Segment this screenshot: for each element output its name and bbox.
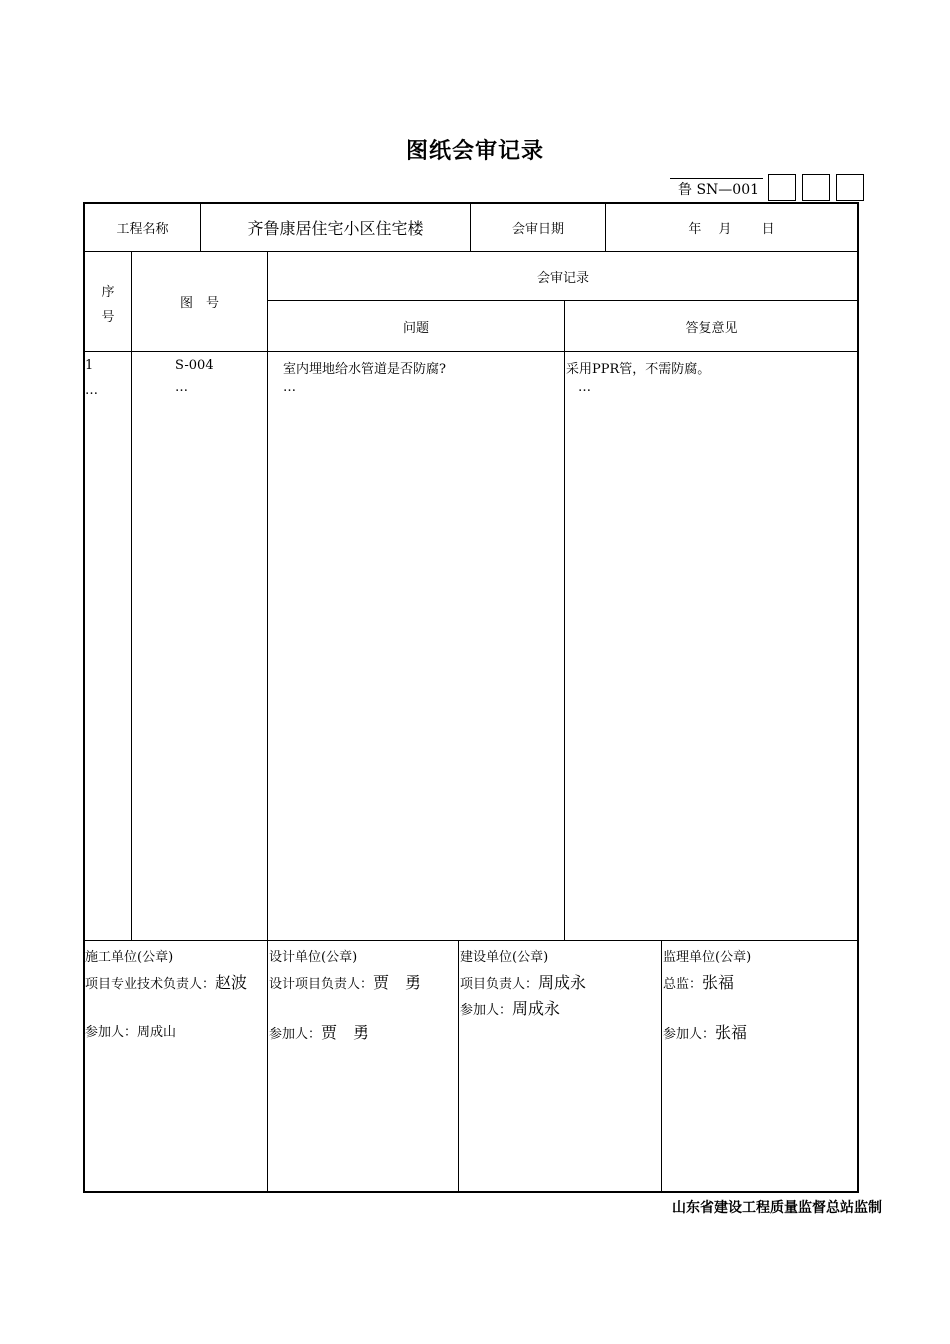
row-1-reply[interactable]: 采用PPR管，不需防腐。 bbox=[566, 362, 711, 377]
row-divider bbox=[83, 940, 859, 941]
supervision-leader: 总监：张福 bbox=[663, 973, 735, 992]
row-2-seq[interactable]: … bbox=[85, 383, 98, 398]
construction-unit-label: 施工单位(公章) bbox=[85, 950, 174, 965]
row-1-drawing[interactable]: S-004 bbox=[175, 358, 214, 373]
project-name-label: 工程名称 bbox=[116, 222, 169, 237]
question-header: 问题 bbox=[402, 320, 429, 336]
reply-header: 答复意见 bbox=[685, 320, 738, 336]
row-1-seq[interactable]: 1 bbox=[85, 358, 94, 373]
col-divider bbox=[458, 940, 459, 1192]
col-divider bbox=[267, 940, 268, 1192]
row-2-drawing[interactable]: … bbox=[175, 380, 188, 395]
owner-unit-label: 建设单位(公章) bbox=[460, 950, 549, 965]
supervision-participant: 参加人：张福 bbox=[663, 1023, 748, 1042]
col-divider bbox=[564, 300, 565, 940]
form-code: 鲁 SN—001 bbox=[670, 178, 763, 199]
code-box-2[interactable] bbox=[802, 174, 830, 201]
owner-participant: 参加人：周成永 bbox=[460, 999, 561, 1018]
col-divider bbox=[267, 251, 268, 940]
construction-participant: 参加人：周成山 bbox=[85, 1025, 177, 1040]
construction-leader: 项目专业技术负责人：赵波 bbox=[85, 973, 248, 992]
row-2-reply[interactable]: … bbox=[578, 380, 591, 395]
document-title: 图纸会审记录 bbox=[405, 139, 544, 164]
project-name-field[interactable]: 齐鲁康居住宅小区住宅楼 bbox=[247, 219, 424, 238]
design-leader: 设计项目负责人：贾 勇 bbox=[269, 973, 422, 992]
issuer-footer: 山东省建设工程质量监督总站监制 bbox=[672, 1200, 882, 1216]
col-divider bbox=[131, 251, 132, 940]
code-box-3[interactable] bbox=[836, 174, 864, 201]
code-box-1[interactable] bbox=[768, 174, 796, 201]
supervision-unit-label: 监理单位(公章) bbox=[663, 950, 752, 965]
design-participant: 参加人：贾 勇 bbox=[269, 1023, 370, 1042]
row-2-question[interactable]: … bbox=[283, 380, 296, 395]
row-1-question[interactable]: 室内埋地给水管道是否防腐? bbox=[283, 362, 446, 377]
seq-header-bottom: 号 bbox=[101, 309, 115, 325]
owner-leader: 项目负责人：周成永 bbox=[460, 973, 587, 992]
review-date-field[interactable]: 年 月 日 bbox=[688, 222, 775, 237]
col-divider bbox=[661, 940, 662, 1192]
review-date-label: 会审日期 bbox=[511, 222, 564, 237]
record-header: 会审记录 bbox=[536, 270, 589, 286]
drawing-no-header: 图 号 bbox=[179, 296, 219, 311]
row-divider bbox=[83, 351, 859, 352]
design-unit-label: 设计单位(公章) bbox=[269, 950, 358, 965]
seq-header-top: 序 bbox=[101, 284, 115, 300]
